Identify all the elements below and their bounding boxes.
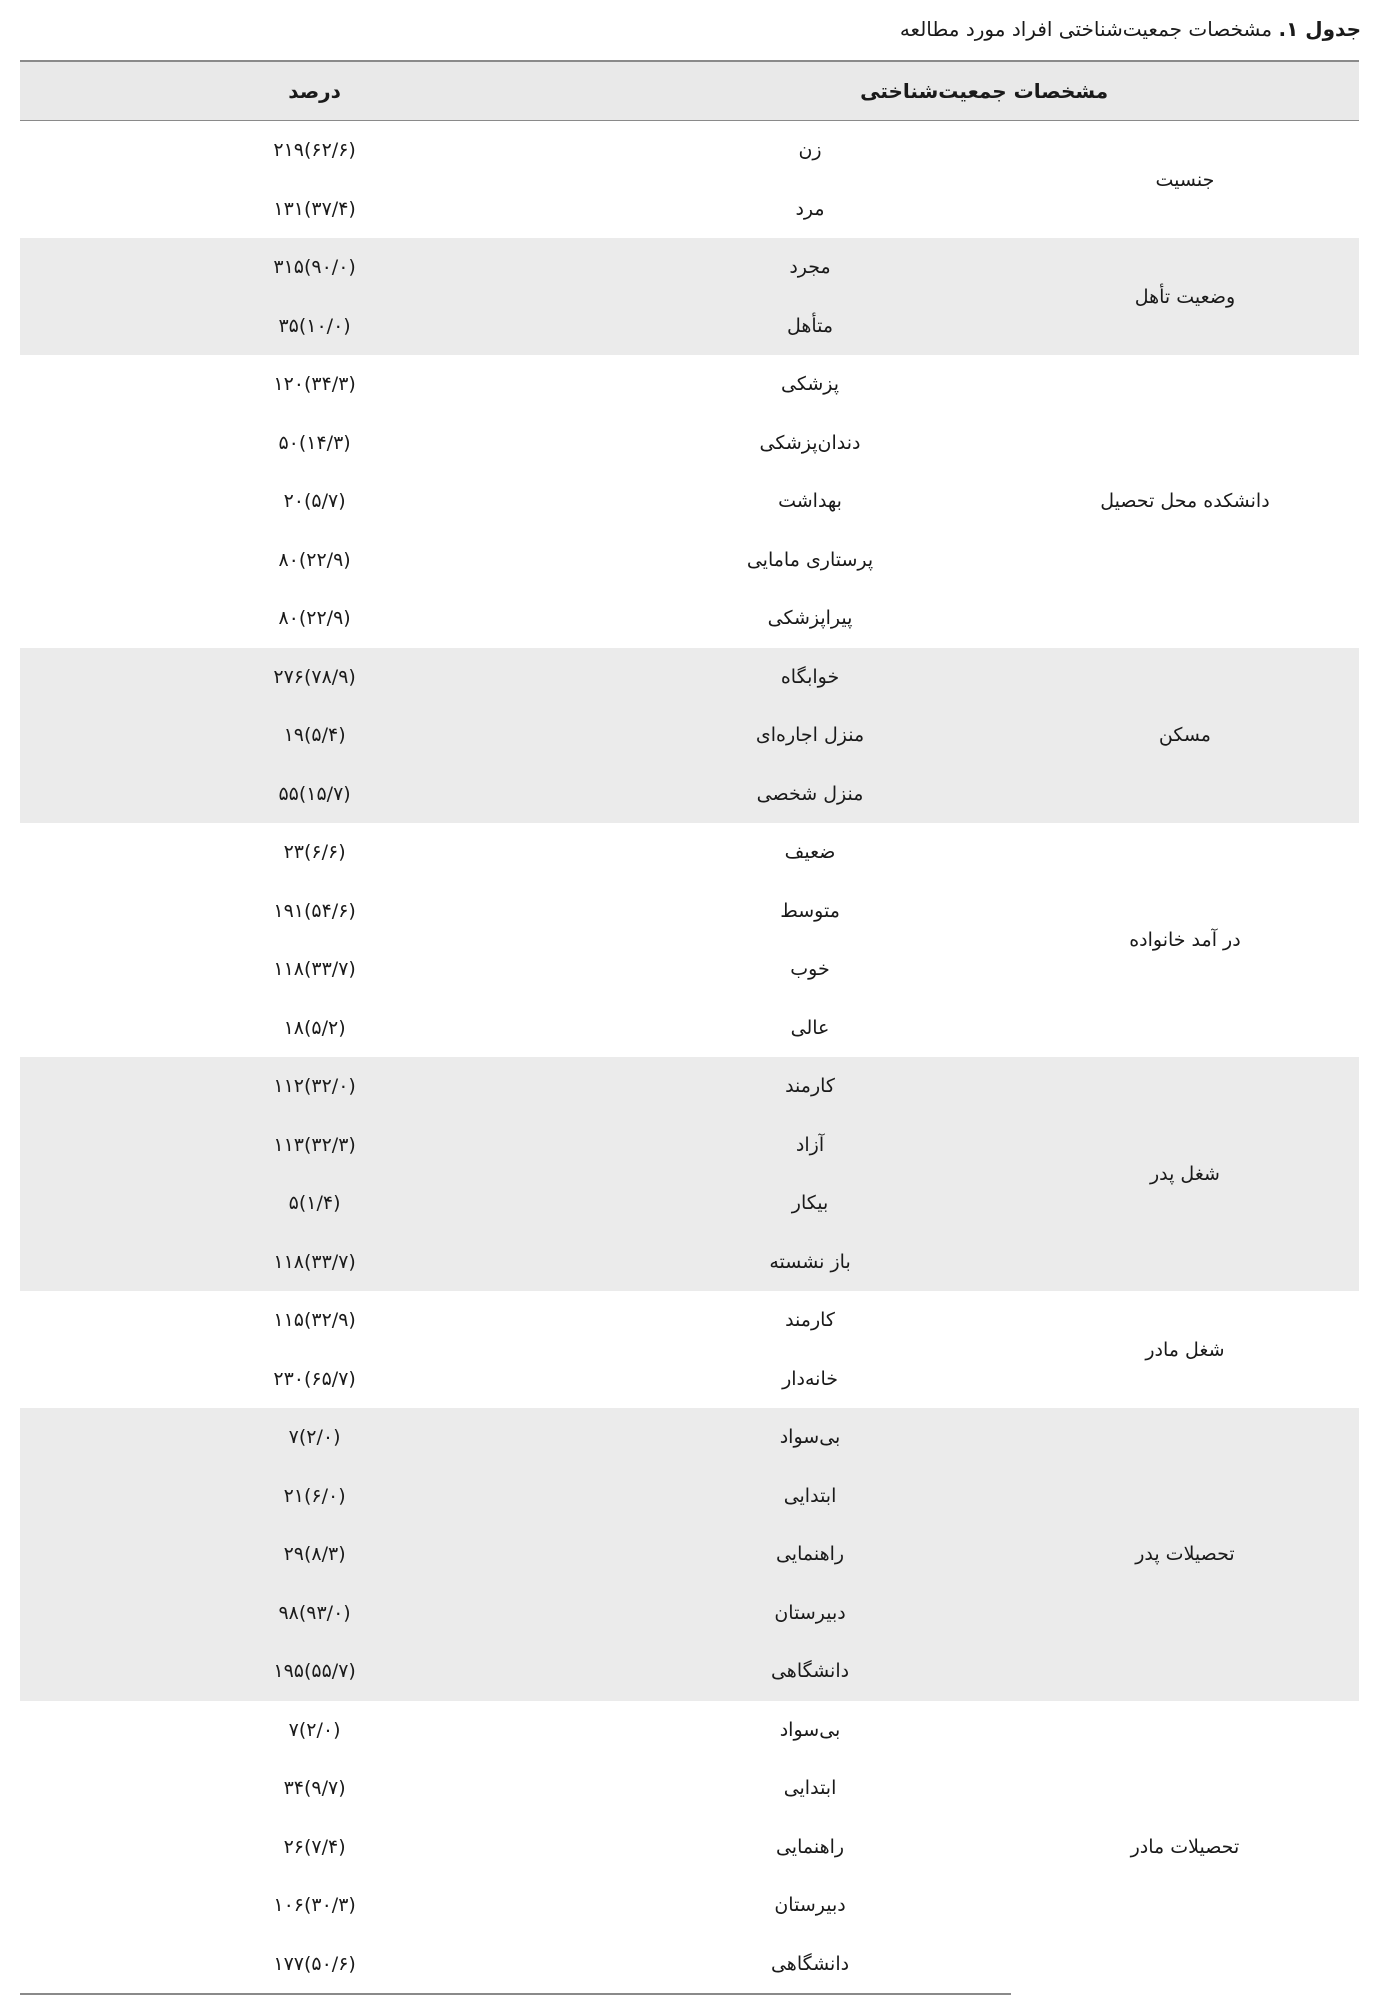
percent-value-cell: ۲۹(۸/۳) — [20, 1525, 609, 1584]
category-label-cell: دندان‌پزشکی — [759, 431, 861, 454]
table-caption — [900, 12, 1361, 46]
percent-value-cell: ۵۵(۱۵/۷) — [20, 765, 609, 824]
percent-value-cell: ۱۰۶(۳۰/۳) — [273, 1894, 356, 1917]
category-label-cell: خوابگاه — [609, 648, 1011, 707]
percent-value-cell: ۱۹۱(۵۴/۶) — [273, 899, 356, 922]
category-label-cell: بهداشت — [778, 490, 842, 513]
category-label-cell: زن — [798, 139, 822, 162]
percent-value-cell: ۷(۲/۰) — [20, 1408, 609, 1467]
header-percent: درصد — [20, 61, 609, 121]
category-label-cell: پزشکی — [781, 373, 840, 396]
table-row — [20, 121, 1359, 180]
category-label-cell: خانه‌دار — [782, 1367, 838, 1390]
category-label-cell: متوسط — [780, 899, 840, 922]
percent-value-cell: ۵۰(۱۴/۳) — [278, 431, 351, 454]
category-label-cell: دانشگاهی — [609, 1642, 1011, 1701]
percent-value-cell: ۷(۲/۰) — [288, 1718, 341, 1741]
percent-value-cell: ۱۱۸(۳۳/۷) — [273, 958, 356, 981]
category-label-cell: آزاد — [609, 1116, 1011, 1175]
category-label-cell: مجرد — [609, 238, 1011, 297]
category-label-cell: مرد — [795, 197, 825, 220]
table-header-row — [20, 61, 1359, 121]
demographics-table — [20, 60, 1359, 1995]
category-label-cell: دبیرستان — [609, 1584, 1011, 1643]
category-label-cell: کارمند — [785, 1309, 835, 1332]
percent-value-cell: ۲۱(۶/۰) — [20, 1467, 609, 1526]
table-body — [20, 121, 1359, 1995]
category-label-cell: ضعیف — [784, 841, 836, 864]
category-label-cell: ابتدایی — [609, 1467, 1011, 1526]
percent-value-cell: ۱۸(۵/۲) — [283, 1016, 346, 1039]
category-label-cell: راهنمایی — [775, 1835, 845, 1858]
group-name-cell: مسکن — [1011, 648, 1359, 824]
percent-value-cell: ۱۱۸(۳۳/۷) — [20, 1233, 609, 1292]
table-row — [20, 823, 1359, 882]
percent-value-cell: ۳۱۵(۹۰/۰) — [20, 238, 609, 297]
category-label-cell: بیکار — [609, 1174, 1011, 1233]
percent-value-cell: ۲۳(۶/۶) — [283, 841, 346, 864]
table-row — [20, 648, 1359, 707]
percent-value-cell: ۱۳۱(۳۷/۴) — [273, 197, 356, 220]
percent-value-cell: ۱۹(۵/۴) — [20, 706, 609, 765]
category-label-cell: بی‌سواد — [779, 1718, 841, 1741]
table-caption-text: مشخصات جمعیت‌شناختی افراد مورد مطالعه — [899, 17, 1273, 41]
table-row — [20, 1408, 1359, 1467]
percent-value-cell: ۹۸(۹۳/۰) — [20, 1584, 609, 1643]
percent-value-cell: ۵(۱/۴) — [20, 1174, 609, 1233]
category-label-cell: بی‌سواد — [609, 1408, 1011, 1467]
group-name-cell: شغل مادر — [1145, 1338, 1225, 1361]
table-row — [20, 1057, 1359, 1116]
table-row — [20, 238, 1359, 297]
percent-value-cell: ۸۰(۲۲/۹) — [278, 548, 351, 571]
group-name-cell: شغل پدر — [1011, 1057, 1359, 1291]
percent-value-cell: ۲۱۹(۶۲/۶) — [273, 139, 356, 162]
category-label-cell: ابتدایی — [783, 1777, 837, 1800]
table-container — [20, 60, 1359, 1995]
category-label-cell: پیراپزشکی — [767, 607, 853, 630]
percent-value-cell: ۲۰(۵/۷) — [283, 490, 346, 513]
category-label-cell: پرستاری مامایی — [746, 548, 874, 571]
category-label-cell: باز نشسته — [609, 1233, 1011, 1292]
category-label-cell: کارمند — [609, 1057, 1011, 1116]
percent-value-cell: ۱۱۳(۳۲/۳) — [20, 1116, 609, 1175]
percent-value-cell: ۱۲۰(۳۴/۳) — [273, 373, 356, 396]
category-label-cell: راهنمایی — [609, 1525, 1011, 1584]
percent-value-cell: ۱۹۵(۵۵/۷) — [20, 1642, 609, 1701]
percent-value-cell: ۸۰(۲۲/۹) — [278, 607, 351, 630]
percent-value-cell: ۲۶(۷/۴) — [283, 1835, 346, 1858]
category-label-cell: متأهل — [609, 297, 1011, 356]
percent-value-cell: ۲۷۶(۷۸/۹) — [20, 648, 609, 707]
group-name-cell: دانشکده محل تحصیل — [1100, 490, 1270, 513]
table-row — [20, 355, 1359, 414]
table-caption-label: جدول ۱. — [1278, 17, 1361, 41]
percent-value-cell: ۳۵(۱۰/۰) — [20, 297, 609, 356]
table-row — [20, 1701, 1359, 1760]
header-characteristics: مشخصات جمعیت‌شناختی — [609, 61, 1359, 121]
group-name-cell: جنسیت — [1155, 168, 1215, 191]
category-label-cell: خوب — [790, 958, 830, 981]
category-label-cell: دانشگاهی — [609, 1935, 1011, 1995]
percent-value-cell: ۱۱۵(۳۲/۹) — [273, 1309, 356, 1332]
category-label-cell: منزل شخصی — [609, 765, 1011, 824]
category-label-cell: دبیرستان — [774, 1894, 846, 1917]
group-name-cell: وضعیت تأهل — [1011, 238, 1359, 355]
percent-value-cell: ۱۱۲(۳۲/۰) — [20, 1057, 609, 1116]
category-label-cell: منزل اجاره‌ای — [609, 706, 1011, 765]
group-name-cell: تحصیلات مادر — [1130, 1836, 1240, 1859]
group-name-cell: تحصیلات پدر — [1011, 1408, 1359, 1701]
percent-value-cell: ۱۷۷(۵۰/۶) — [20, 1935, 609, 1995]
percent-value-cell: ۲۳۰(۶۵/۷) — [273, 1367, 356, 1390]
group-name-cell: در آمد خانواده — [1129, 929, 1241, 951]
percent-value-cell: ۳۴(۹/۷) — [283, 1777, 346, 1800]
table-row — [20, 1291, 1359, 1350]
category-label-cell: عالی — [790, 1016, 830, 1039]
